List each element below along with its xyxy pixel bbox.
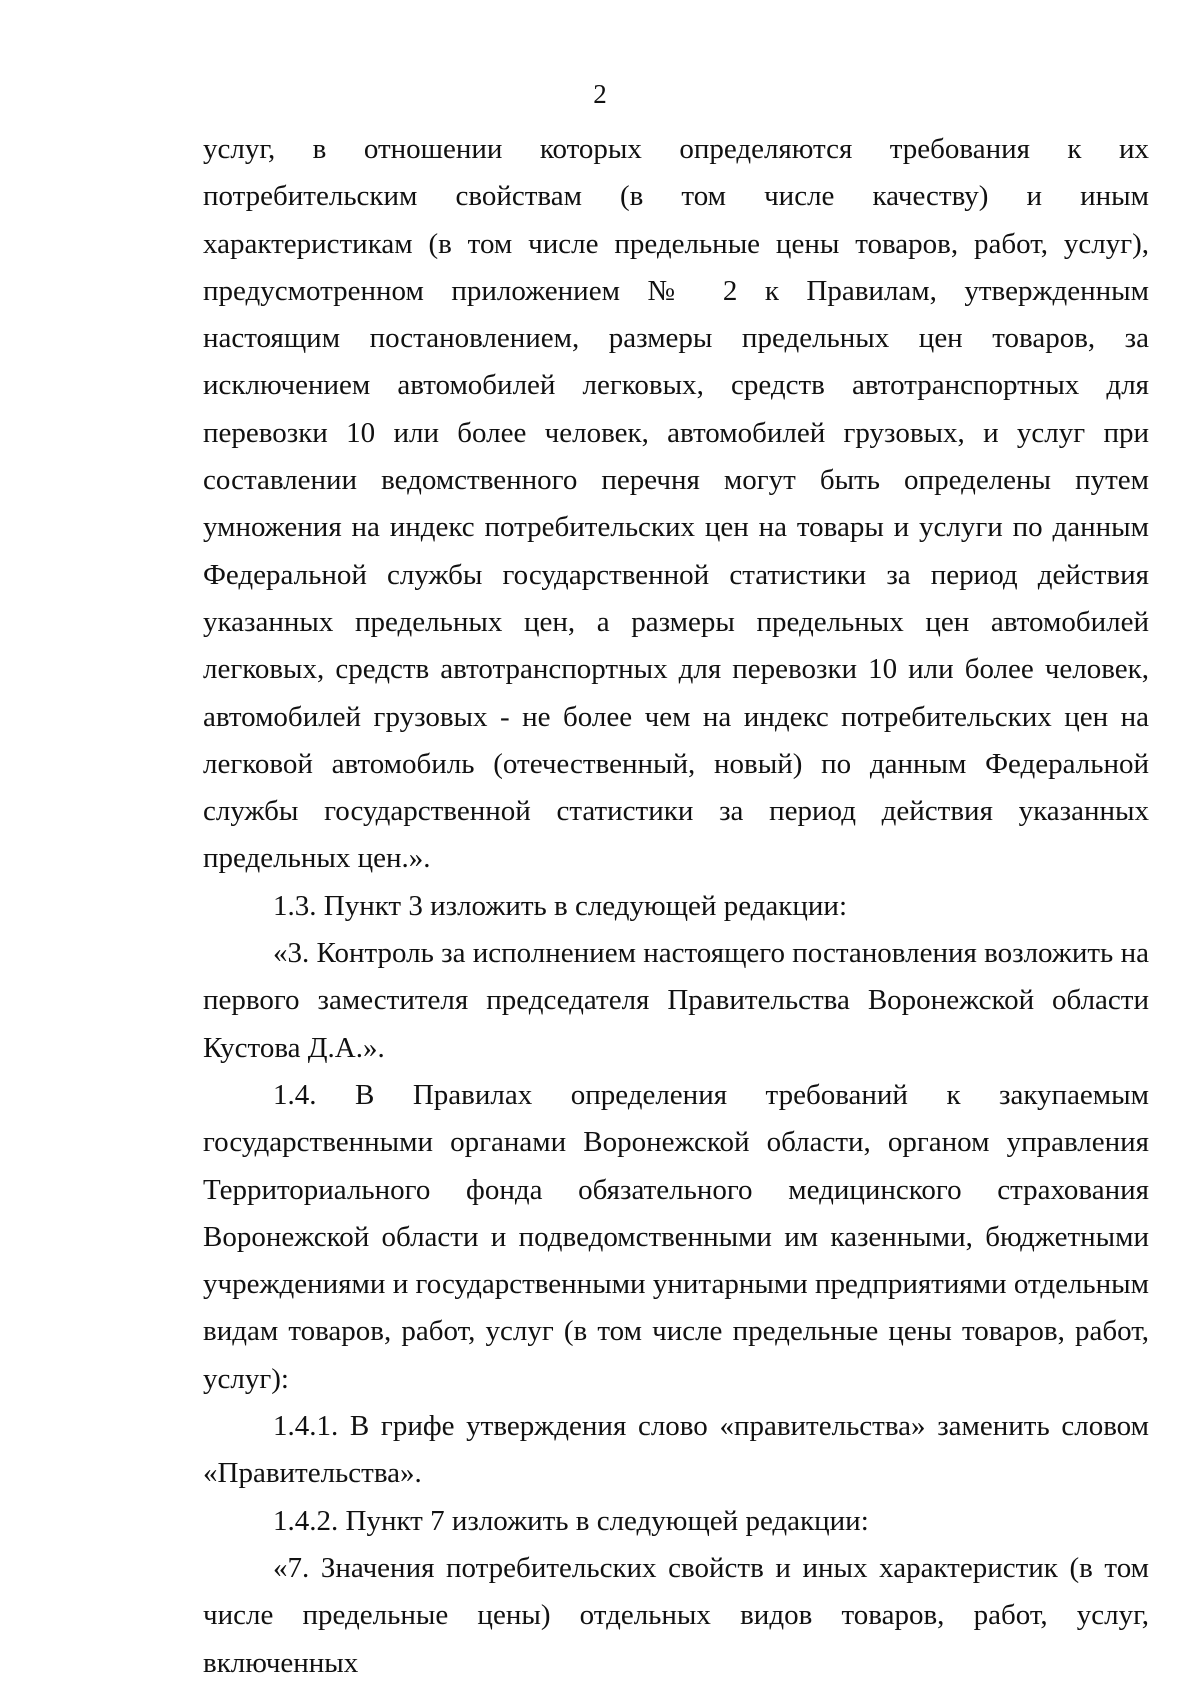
paragraph-1-4: 1.4. В Правилах определения требований к закупаемым государственными органами Воронежской области, органом управления Территориального фонда обязательного медицинского страхования Воронежской области и подведомственными им казенными, бюджетными учреждениями и государственными унитарными предприятиями отдельным видам товаров, работ, услуг (в том числе предельные цены товаров, работ, услуг): bbox=[203, 1078, 1149, 1395]
document-body bbox=[203, 126, 1149, 1687]
paragraph-clause-7: «7. Значения потребительских свойств и иных характеристик (в том числе предельные цены) отдельных видов товаров, работ, услуг, включенных bbox=[203, 1551, 1149, 1679]
paragraph-continuation: услуг, в отношении которых определяются требования к их потребительским свойствам (в том числе качеству) и иным характеристикам (в том числе предельные цены товаров, работ, услуг), предусмотренном приложением № 2 к Правилам, утвержденным настоящим постановлением, размеры предельных цен товаров, за исключением автомобилей легковых, средств автотранспортных для перевозки 10 или более человек, автомобилей грузовых, и услуг при составлении ведомственного перечня могут быть определены путем умножения на индекс потребительских цен на товары и услуги по данным Федеральной службы государственной статистики за период действия указанных предельных цен, а размеры предельных цен автомобилей легковых, средств автотранспортных для перевозки 10 или более человек, автомобилей грузовых - не более чем на индекс потребительских цен на легковой автомобиль (отечественный, новый) по данным Федеральной службы государственной статистики за период действия указанных предельных цен.». bbox=[203, 133, 1149, 875]
paragraph-1-4-2: 1.4.2. Пункт 7 изложить в следующей редакции: bbox=[273, 1504, 869, 1537]
page-number: 2 bbox=[593, 79, 607, 109]
paragraph-control-clause: «3. Контроль за исполнением настоящего постановления возложить на первого заместителя председателя Правительства Воронежской области Кустова Д.А.». bbox=[203, 937, 1149, 1064]
paragraph-1-3: 1.3. Пункт 3 изложить в следующей редакции: bbox=[273, 889, 848, 922]
paragraph-1-4-1: 1.4.1. В грифе утверждения слово «правительства» заменить словом «Правительства». bbox=[203, 1410, 1149, 1490]
